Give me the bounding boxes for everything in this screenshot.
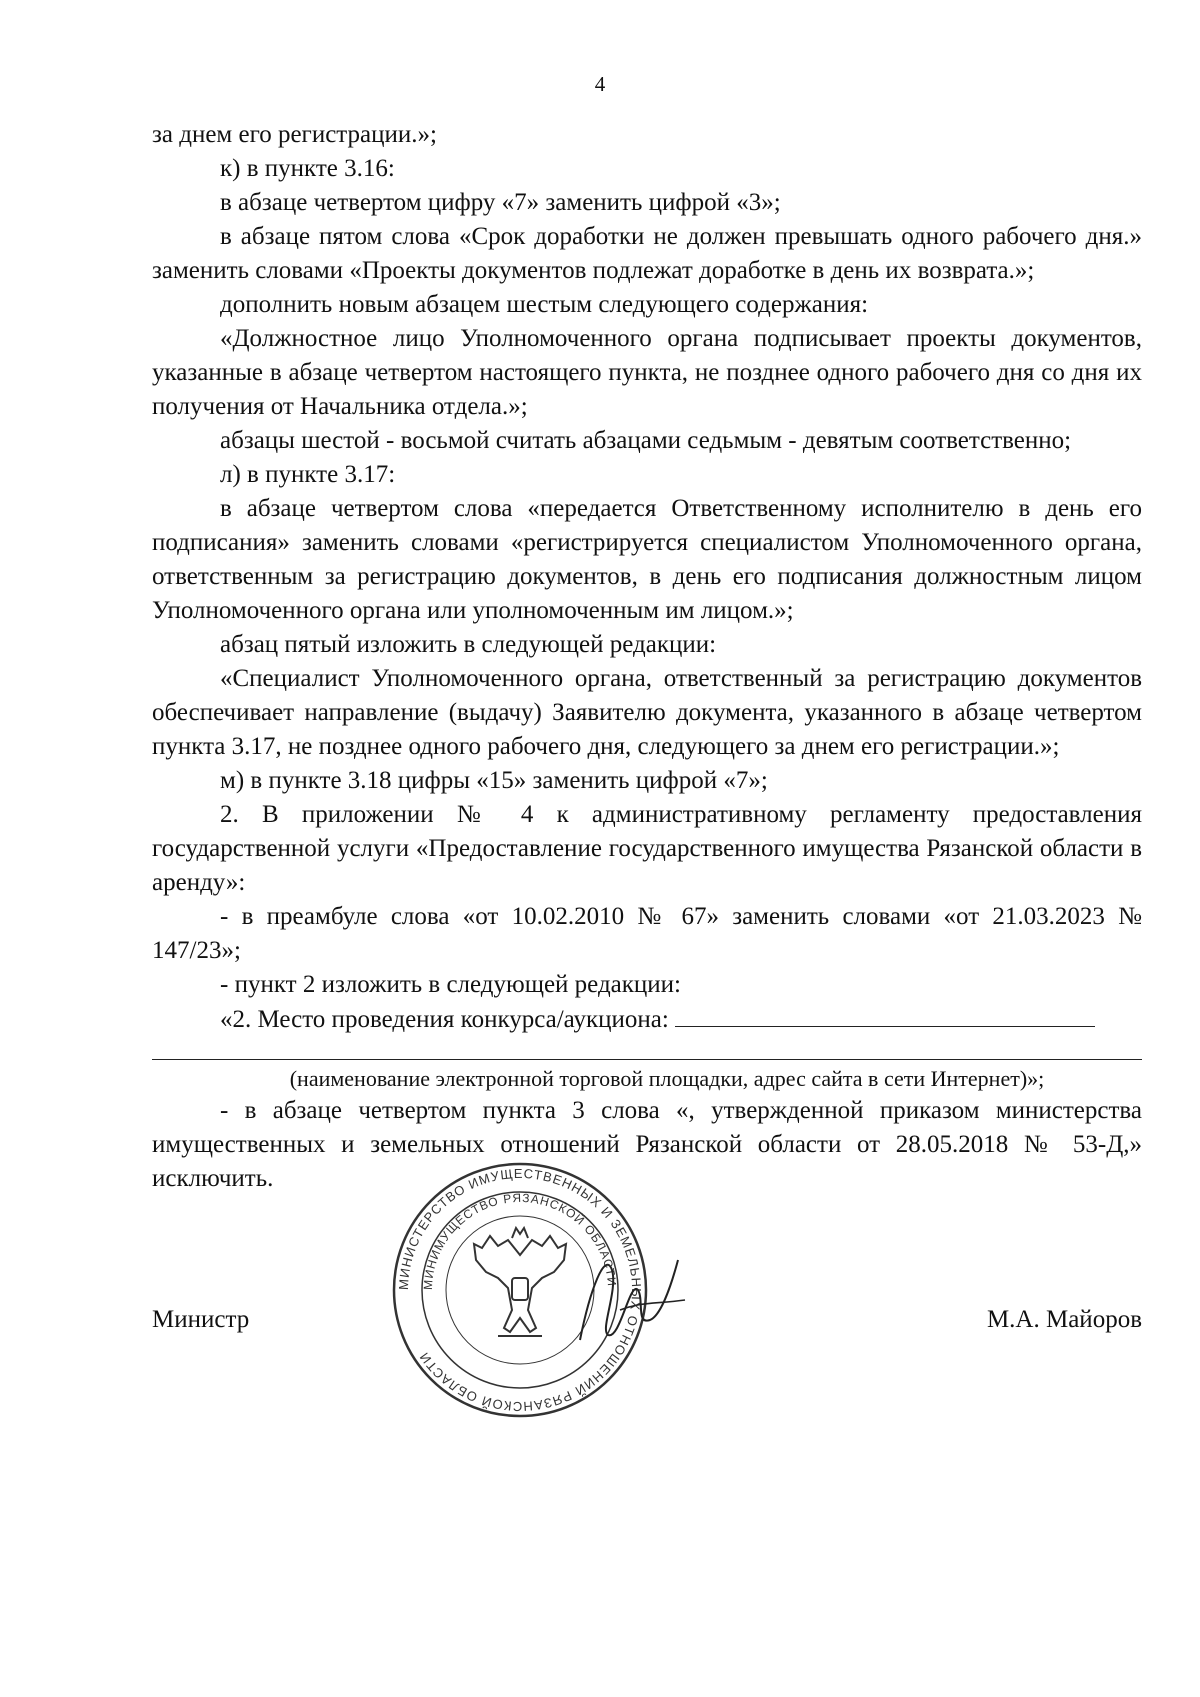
- clause-2-line: [152, 1002, 1142, 1037]
- paragraph: дополнить новым абзацем шестым следующего содержания:: [220, 291, 869, 318]
- document-body: [152, 118, 1142, 1196]
- paragraph: в абзаце четвертом цифру «7» заменить цифрой «3»;: [220, 189, 781, 216]
- paragraph: «Должностное лицо Уполномоченного органа подписывает проекты документов, указанные в абзаце четвертом настоящего пункта, не позднее одного рабочего дня со дня их получения от Начальника отдела.»;: [152, 325, 1142, 420]
- paragraph: в абзаце четвертом слова «передается Ответственному исполнителю в день его подписания» заменить словами «регистрируется специалистом Уполномоченного органа, ответственным за регистрацию документов, в день его подписания должностным лицом Уполномоченного органа или уполномоченным им лицом.»;: [152, 495, 1142, 624]
- paragraph-list: [152, 118, 1142, 1002]
- paragraph: абзацы шестой - восьмой считать абзацами седьмым - девятым соответственно;: [220, 427, 1072, 454]
- signatory-name: М.А. Майоров: [986, 1306, 1142, 1333]
- paragraph: л) в пункте 3.17:: [220, 461, 396, 488]
- paragraph: за днем его регистрации.»;: [152, 121, 437, 148]
- page-number: 4: [594, 72, 606, 96]
- svg-text:МИНИСТЕРСТВО ИМУЩЕСТВЕННЫХ И З: МИНИСТЕРСТВО ИМУЩЕСТВЕННЫХ И ЗЕМЕЛЬНЫХ ОТНОШЕНИЙ РЯЗАНСКОЙ ОБЛАСТИ: [395, 1165, 645, 1415]
- blank-fill-line-full: [152, 1037, 1142, 1060]
- blank-caption: (наименование электронной торговой площадки, адрес сайта в сети Интернет)»;: [289, 1066, 1045, 1091]
- paragraph: к) в пункте 3.16:: [220, 155, 395, 182]
- paragraph: 2. В приложении № 4 к административному регламенту предоставления государственной услуги «Предоставление государственного имущества Рязанской области в аренду»:: [152, 801, 1142, 896]
- svg-text:МИНИМУЩЕСТВО РЯЗАНСКОЙ ОБЛАСТИ: МИНИМУЩЕСТВО РЯЗАНСКОЙ ОБЛАСТИ: [420, 1190, 620, 1291]
- eagle-emblem-icon: [474, 1228, 566, 1336]
- paragraph: в абзаце пятом слова «Срок доработки не должен превышать одного рабочего дня.» заменить словами «Проекты документов подлежат доработке в день их возврата.»;: [152, 223, 1142, 284]
- blank-fill-line: [675, 1002, 1095, 1027]
- paragraph: м) в пункте 3.18 цифры «15» заменить цифрой «7»;: [220, 767, 768, 794]
- paragraph: абзац пятый изложить в следующей редакции:: [220, 631, 717, 658]
- clause-2-text: «2. Место проведения конкурса/аукциона:: [220, 1006, 669, 1033]
- handwritten-signature: [560, 1230, 700, 1370]
- signatory-title: Министр: [152, 1306, 250, 1333]
- final-paragraph: - в абзаце четвертом пункта 3 слова «, утвержденной приказом министерства имущественных и земельных отношений Рязанской области от 28.05.2018 № 53-Д,» исключить.: [152, 1097, 1142, 1192]
- paragraph: - пункт 2 изложить в следующей редакции:: [220, 971, 681, 998]
- paragraph: - в преамбуле слова «от 10.02.2010 № 67» заменить словами «от 21.03.2023 № 147/23»;: [152, 903, 1142, 964]
- paragraph: «Специалист Уполномоченного органа, ответственный за регистрацию документов обеспечивает направление (выдачу) Заявителю документа, указанного в абзаце четвертом пункта 3.17, не позднее одного рабочего дня, следующего за днем его регистрации.»;: [152, 665, 1142, 760]
